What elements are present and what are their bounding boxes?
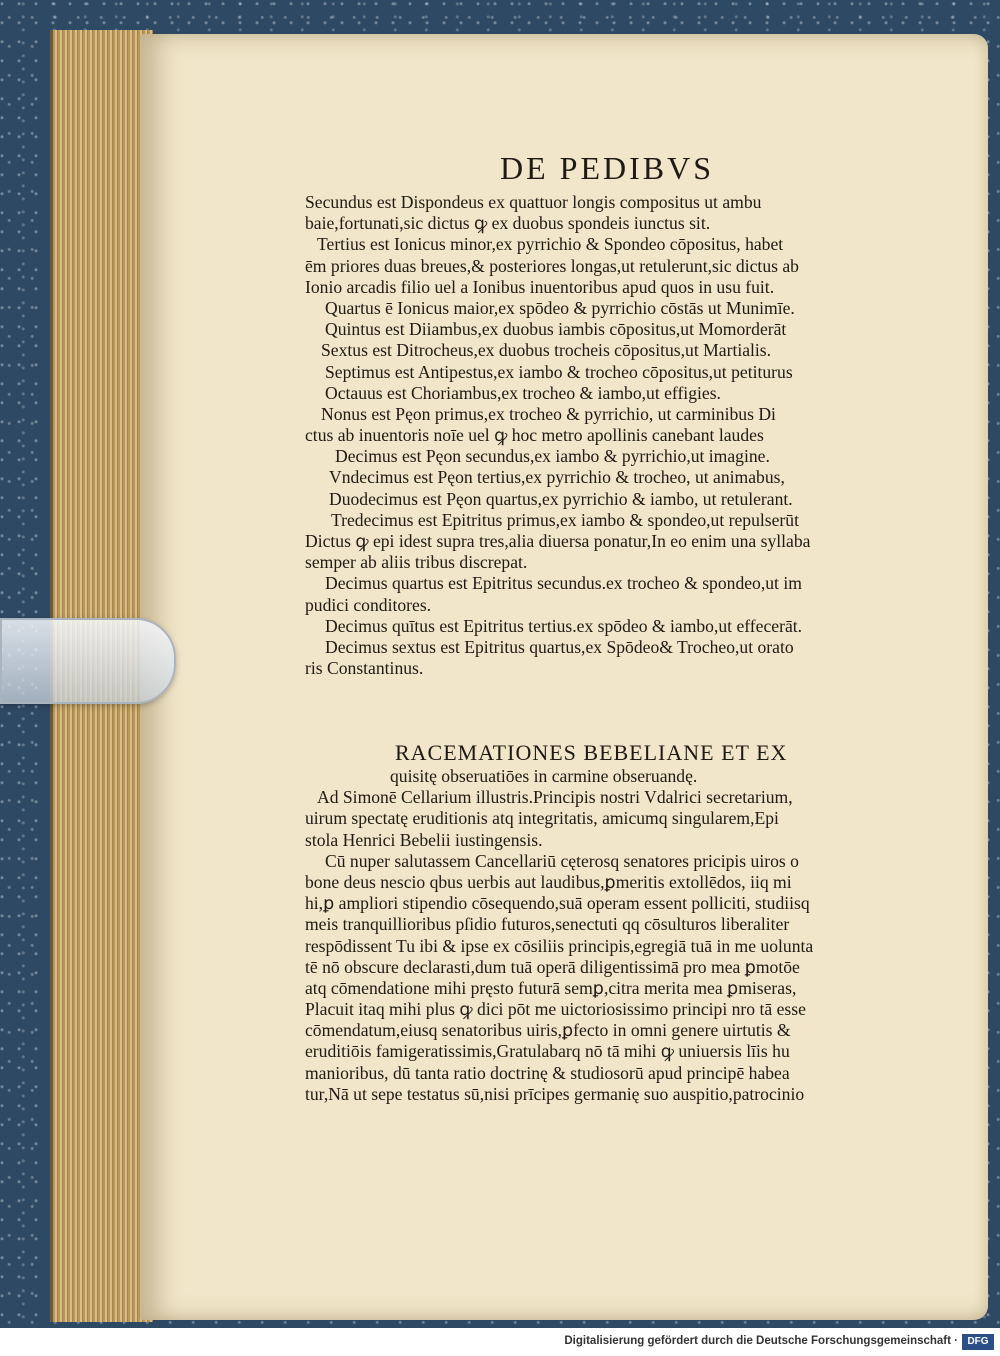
text-line: semper ab aliis tribus discrepat. xyxy=(305,552,528,573)
text-line: Quartus ē Ionicus maior,ex spōdeo & pyrrichio cōstās ut Munimīe. xyxy=(325,297,795,318)
text-line: Sextus est Ditrocheus,ex duobus trocheis cōpositus,ut Martialis. xyxy=(321,340,772,361)
text-line: Ad Simonē Cellarium illustris.Principis nostri Vdalrici secretarium, xyxy=(317,787,793,808)
text-line: cōmendatum,eiusq senatoribus uiris,ꝑfecto in omni genere uirtutis & xyxy=(305,1020,791,1041)
text-line: meis tranquillioribus pſidio futuros,senectuti qq cōsulturos liberaliter xyxy=(305,914,790,935)
text-line: Decimus quartus est Epitritus secundus.ex trocheo & spondeo,ut im xyxy=(325,573,802,594)
text-line: Vndecimus est Pęon tertius,ex pyrrichio & trocheo, ut animabus, xyxy=(329,467,785,488)
text-line: hi,ꝑ ampliori stipendio cōsequendo,suā operam essent polliciti, studiisq xyxy=(305,893,810,914)
footer-bar xyxy=(0,1332,1000,1356)
page-heading: DE PEDIBVS xyxy=(500,150,715,186)
text-line: Secundus est Dispondeus ex quattuor longis compositus ut ambu xyxy=(305,192,762,212)
text-line: stola Henrici Bebelii iustingensis. xyxy=(305,829,543,850)
text-line: Decimus quītus est Epitritus tertius.ex spōdeo & iambo,ut effecerāt. xyxy=(325,615,803,636)
text-line: respōdissent Tu ibi & ipse ex cōsiliis principis,egregiā tuā in me uolunta xyxy=(305,935,814,956)
text-line: Dictus ꝙ epi idest supra tres,alia diuersa ponatur,In eo enim una syllaba xyxy=(305,531,811,551)
text-line: uirum spectatę eruditionis atq integritatis, amicumq singularem,Epi xyxy=(305,808,779,829)
text-line: Tertius est Ionicus minor,ex pyrrichio & Spondeo cōpositus, habet xyxy=(317,234,784,255)
text-line: Quintus est Diiambus,ex duobus iambis cōpositus,ut Momorderāt xyxy=(325,319,787,340)
text-line: Duodecimus est Pęon quartus,ex pyrrichio & iambo, ut retulerant. xyxy=(329,488,793,509)
text-line: Septimus est Antipestus,ex iambo & trocheo cōpositus,ut petiturus xyxy=(325,361,793,382)
footer-credit: Digitalisierung gefördert durch die Deutsche Forschungsgemeinschaft · xyxy=(564,1335,958,1347)
text-line: Decimus sextus est Epitritus quartus,ex Spōdeo& Trocheo,ut orato xyxy=(325,636,794,657)
text-line: ctus ab inuentoris noīe uel ꝙ hoc metro apollinis canebant laudes xyxy=(305,425,764,446)
text-line: tur,Nā ut sepe testatus sū,nisi prīcipes germanię suo auspitio,patrocinio xyxy=(305,1083,805,1104)
section-2-text xyxy=(305,766,905,1105)
text-line: ēm priores duas breues,& posteriores longas,ut retulerunt,sic dictus ab xyxy=(305,255,799,276)
text-line: atq cōmendatione mihi pręsto futurā semꝑ,citra merita mea ꝑmiseras, xyxy=(305,977,797,998)
text-line: Placuit itaq mihi plus ꝙ dici pōt me uictoriosissimo principi nro tā esse xyxy=(305,999,806,1020)
dfg-logo: DFG xyxy=(962,1334,994,1350)
text-line: Nonus est Pęon primus,ex trocheo & pyrrichio, ut carminibus Di xyxy=(321,403,776,424)
text-line: manioribus, dū tanta ratio doctrinę & studiosorū apud principē habea xyxy=(305,1062,790,1083)
text-line: Octauus est Choriambus,ex trocheo & iambo,ut effigies. xyxy=(325,382,721,403)
section-2-heading: RACEMATIONES BEBELIANE ET EX xyxy=(395,740,788,765)
text-line: ris Constantinus. xyxy=(305,658,424,679)
text-line: Ionio arcadis filio uel a Ionibus inuentoribus apud quos in usu fuit. xyxy=(305,276,775,297)
text-line: pudici conditores. xyxy=(305,594,432,615)
page-clip xyxy=(0,618,176,704)
text-line: baie,fortunati,sic dictus ꝙ ex duobus spondeis iunctus sit. xyxy=(305,213,711,234)
text-line: Decimus est Pęon secundus,ex iambo & pyrrichio,ut imagine. xyxy=(335,446,770,467)
text-line: eruditiōis famigeratissimis,Gratulabarq nō tā mihi ꝙ uniuersis līis hu xyxy=(305,1041,790,1062)
text-line: quisitę obseruatiōes in carmine obseruandę. xyxy=(390,766,698,786)
text-line: tē nō obscure declarasti,dum tuā operā diligentissimā pro mea ꝑmotōe xyxy=(305,956,800,977)
text-line: Tredecimus est Epitritus primus,ex iambo & spondeo,ut repulserūt xyxy=(331,509,799,530)
text-line: Cū nuper salutassem Cancellariū cęterosq senatores pricipis uiros o xyxy=(325,850,799,871)
text-line: bone deus nescio qbus uerbis aut laudibus,ꝑmeritis extollēdos, iiq mi xyxy=(305,871,792,892)
section-1-text xyxy=(305,192,905,679)
